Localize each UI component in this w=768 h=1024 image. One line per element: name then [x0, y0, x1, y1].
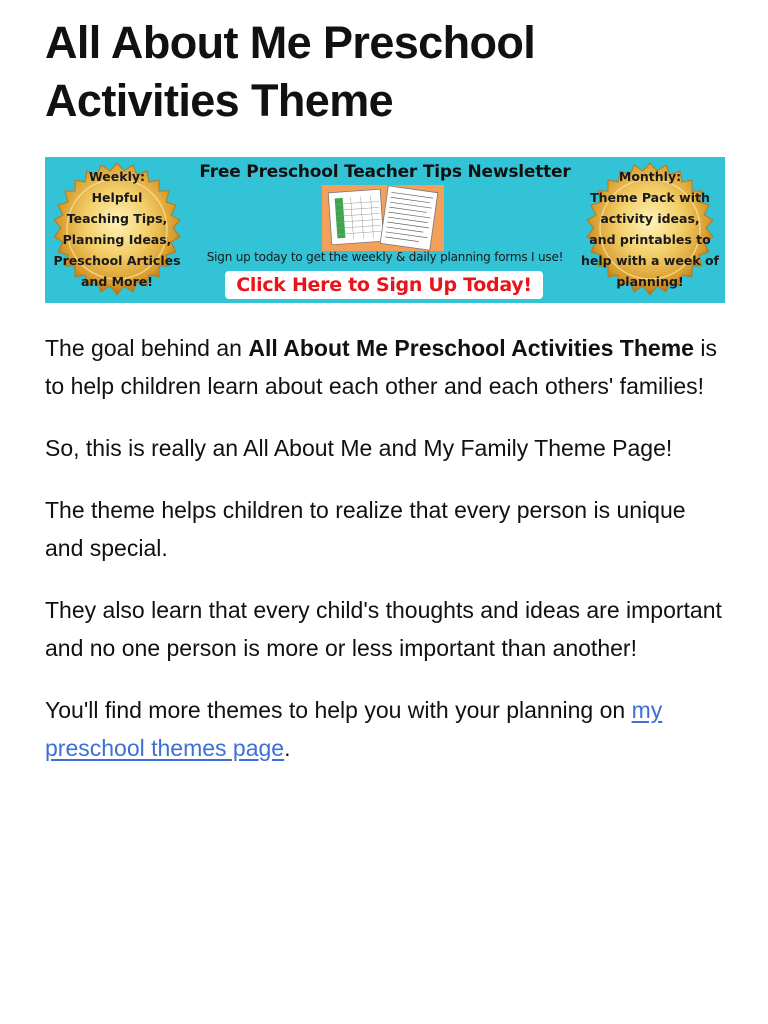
- monthly-seal-line: activity ideas,: [600, 211, 700, 226]
- banner-title: Free Preschool Teacher Tips Newsletter: [199, 162, 571, 182]
- monthly-seal-line: and printables to: [589, 232, 711, 247]
- monthly-seal-line: planning!: [616, 274, 684, 289]
- planning-forms-icon: [322, 185, 444, 251]
- weekly-seal-line: and More!: [80, 274, 153, 289]
- paragraph-more-themes: [45, 691, 725, 767]
- weekly-seal-line: Preschool Articles: [53, 253, 181, 268]
- paragraph-unique: The theme helps children to realize that every person is unique and special.: [45, 497, 686, 561]
- newsletter-banner[interactable]: [45, 157, 725, 303]
- sign-up-button[interactable]: Click Here to Sign Up Today!: [225, 271, 543, 299]
- preschool-themes-link[interactable]: my preschool themes page: [45, 697, 663, 761]
- more-themes-period: .: [284, 735, 291, 761]
- paragraph-intro: [45, 329, 725, 405]
- intro-text-start: The goal behind an: [45, 335, 249, 361]
- theme-name-bold: All About Me Preschool Activities Theme: [248, 335, 694, 361]
- weekly-seal-line: Helpful: [91, 190, 143, 205]
- paragraph-ideas: They also learn that every child's thoughts and ideas are important and no one person is more or less important than another!: [45, 597, 722, 661]
- monthly-seal-line: help with a week of: [581, 253, 720, 268]
- more-themes-text: You'll find more themes to help you with your planning on: [45, 697, 632, 723]
- planning-forms-image: [322, 185, 444, 251]
- paragraph-family-theme: So, this is really an All About Me and My Family Theme Page!: [45, 435, 673, 461]
- weekly-seal-line: Teaching Tips,: [66, 211, 168, 226]
- page-title: All About Me Preschool Activities Theme: [45, 17, 536, 126]
- weekly-seal-line: Planning Ideas,: [62, 232, 172, 247]
- monthly-seal-line: Theme Pack with: [590, 190, 710, 205]
- monthly-seal-line: Monthly:: [618, 169, 682, 184]
- intro-text-end: is to help children learn about each other and each others' families!: [45, 335, 717, 399]
- weekly-seal-line: Weekly:: [88, 169, 146, 184]
- article-body: [45, 329, 725, 767]
- article: [45, 0, 725, 767]
- banner-subtitle: Sign up today to get the weekly & daily planning forms I use!: [206, 250, 564, 264]
- monthly-seal: [582, 161, 718, 297]
